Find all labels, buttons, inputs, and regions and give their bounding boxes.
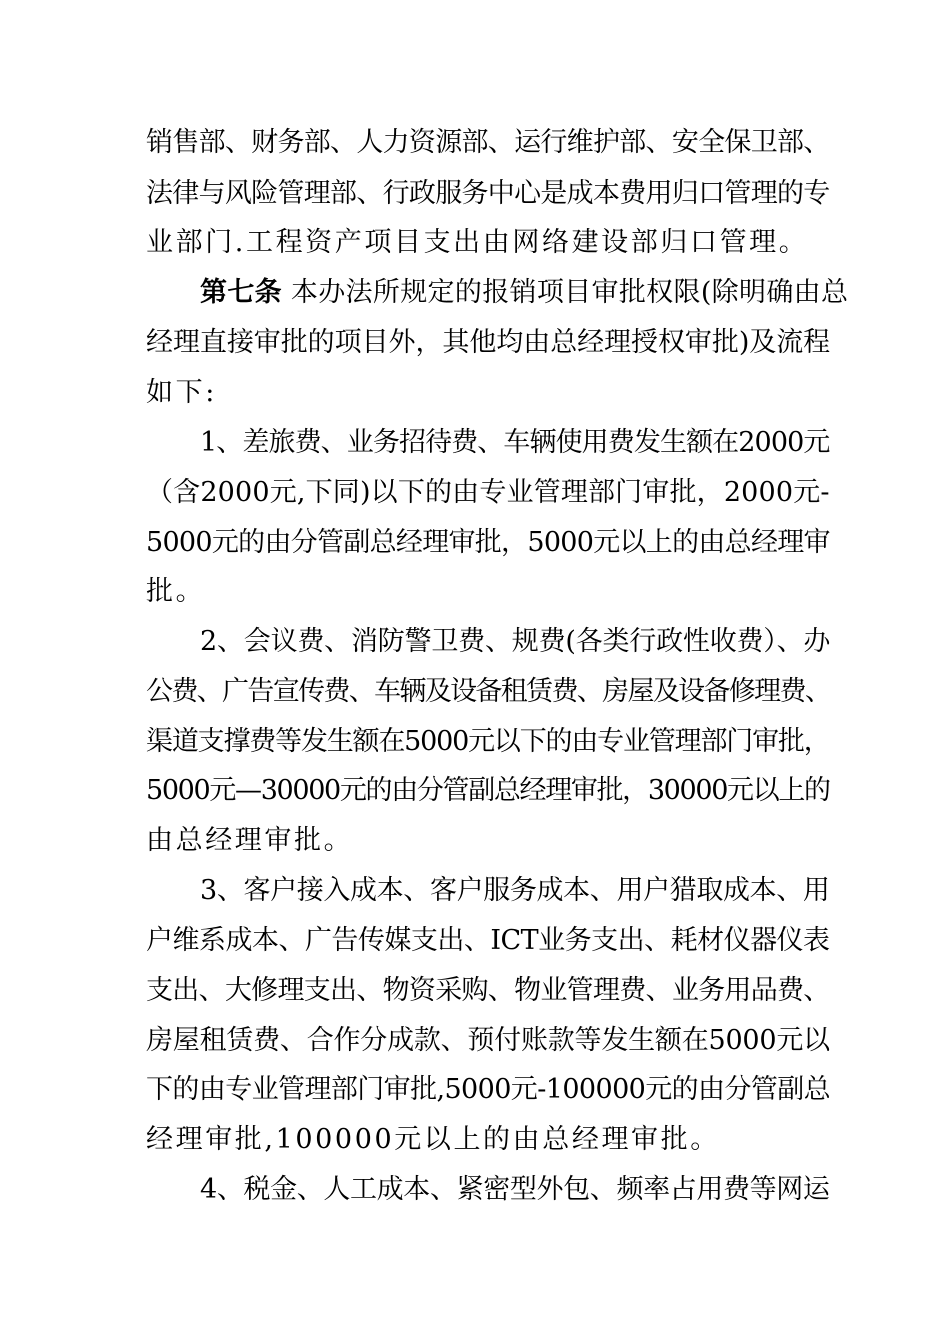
item-4-line-1: 4、税金、人工成本、紧密型外包、频率占用费等网运 [200,1174,830,1205]
item-1-line-4: 批。 [146,576,206,607]
item-1-line-3: 5000元的由分管副总经理审批，5000元以上的由总经理审 [146,527,830,558]
item-3-line-6: 经理审批,100000元以上的由总经理审批。 [146,1124,720,1155]
item-3-line-4: 房屋租赁费、合作分成款、预付账款等发生额在5000元以 [146,1025,830,1056]
item-2-line-1: 2、会议费、消防警卫费、规费(各类行政性收费）、办 [200,626,831,657]
article-7-text: 本办法所规定的报销项目审批权限(除明确由总 [290,277,849,308]
paragraph-1-line-1: 销售部、财务部、人力资源部、运行维护部、安全保卫部、 [146,127,830,158]
item-3-line-5: 下的由专业管理部门审批,5000元-100000元的由分管副总 [146,1074,831,1105]
item-1-line-1: 1、差旅费、业务招待费、车辆使用费发生额在2000元 [200,427,830,458]
item-1-line-2: （含2000元,下同)以下的由专业管理部门审批，2000元- [146,477,830,508]
article-7-line-2: 经理直接审批的项目外，其他均由总经理授权审批)及流程 [146,327,831,358]
paragraph-1-line-3: 业部门.工程资产项目支出由网络建设部归口管理。 [146,227,809,258]
item-2-line-5: 由总经理审批。 [146,825,354,856]
item-2-line-4: 5000元—30000元的由分管副总经理审批，30000元以上的 [146,775,830,806]
paragraph-1-line-2: 法律与风险管理部、行政服务中心是成本费用归口管理的专 [146,178,830,209]
item-2-line-2: 公费、广告宣传费、车辆及设备租赁费、房屋及设备修理费、 [146,676,831,707]
article-7-line-1 [200,273,848,313]
item-3-line-1: 3、客户接入成本、客户服务成本、用户猎取成本、用 [200,875,830,906]
item-3-line-3: 支出、大修理支出、物资采购、物业管理费、业务用品费、 [146,975,830,1006]
article-7-line-3: 如下: [146,377,217,408]
item-3-line-2: 户维系成本、广告传媒支出、ICT业务支出、耗材仪器仪表 [146,925,830,956]
item-2-line-3: 渠道支撑费等发生额在5000元以下的由专业管理部门审批， [146,726,830,757]
article-7-heading: 第七条 [200,277,282,308]
